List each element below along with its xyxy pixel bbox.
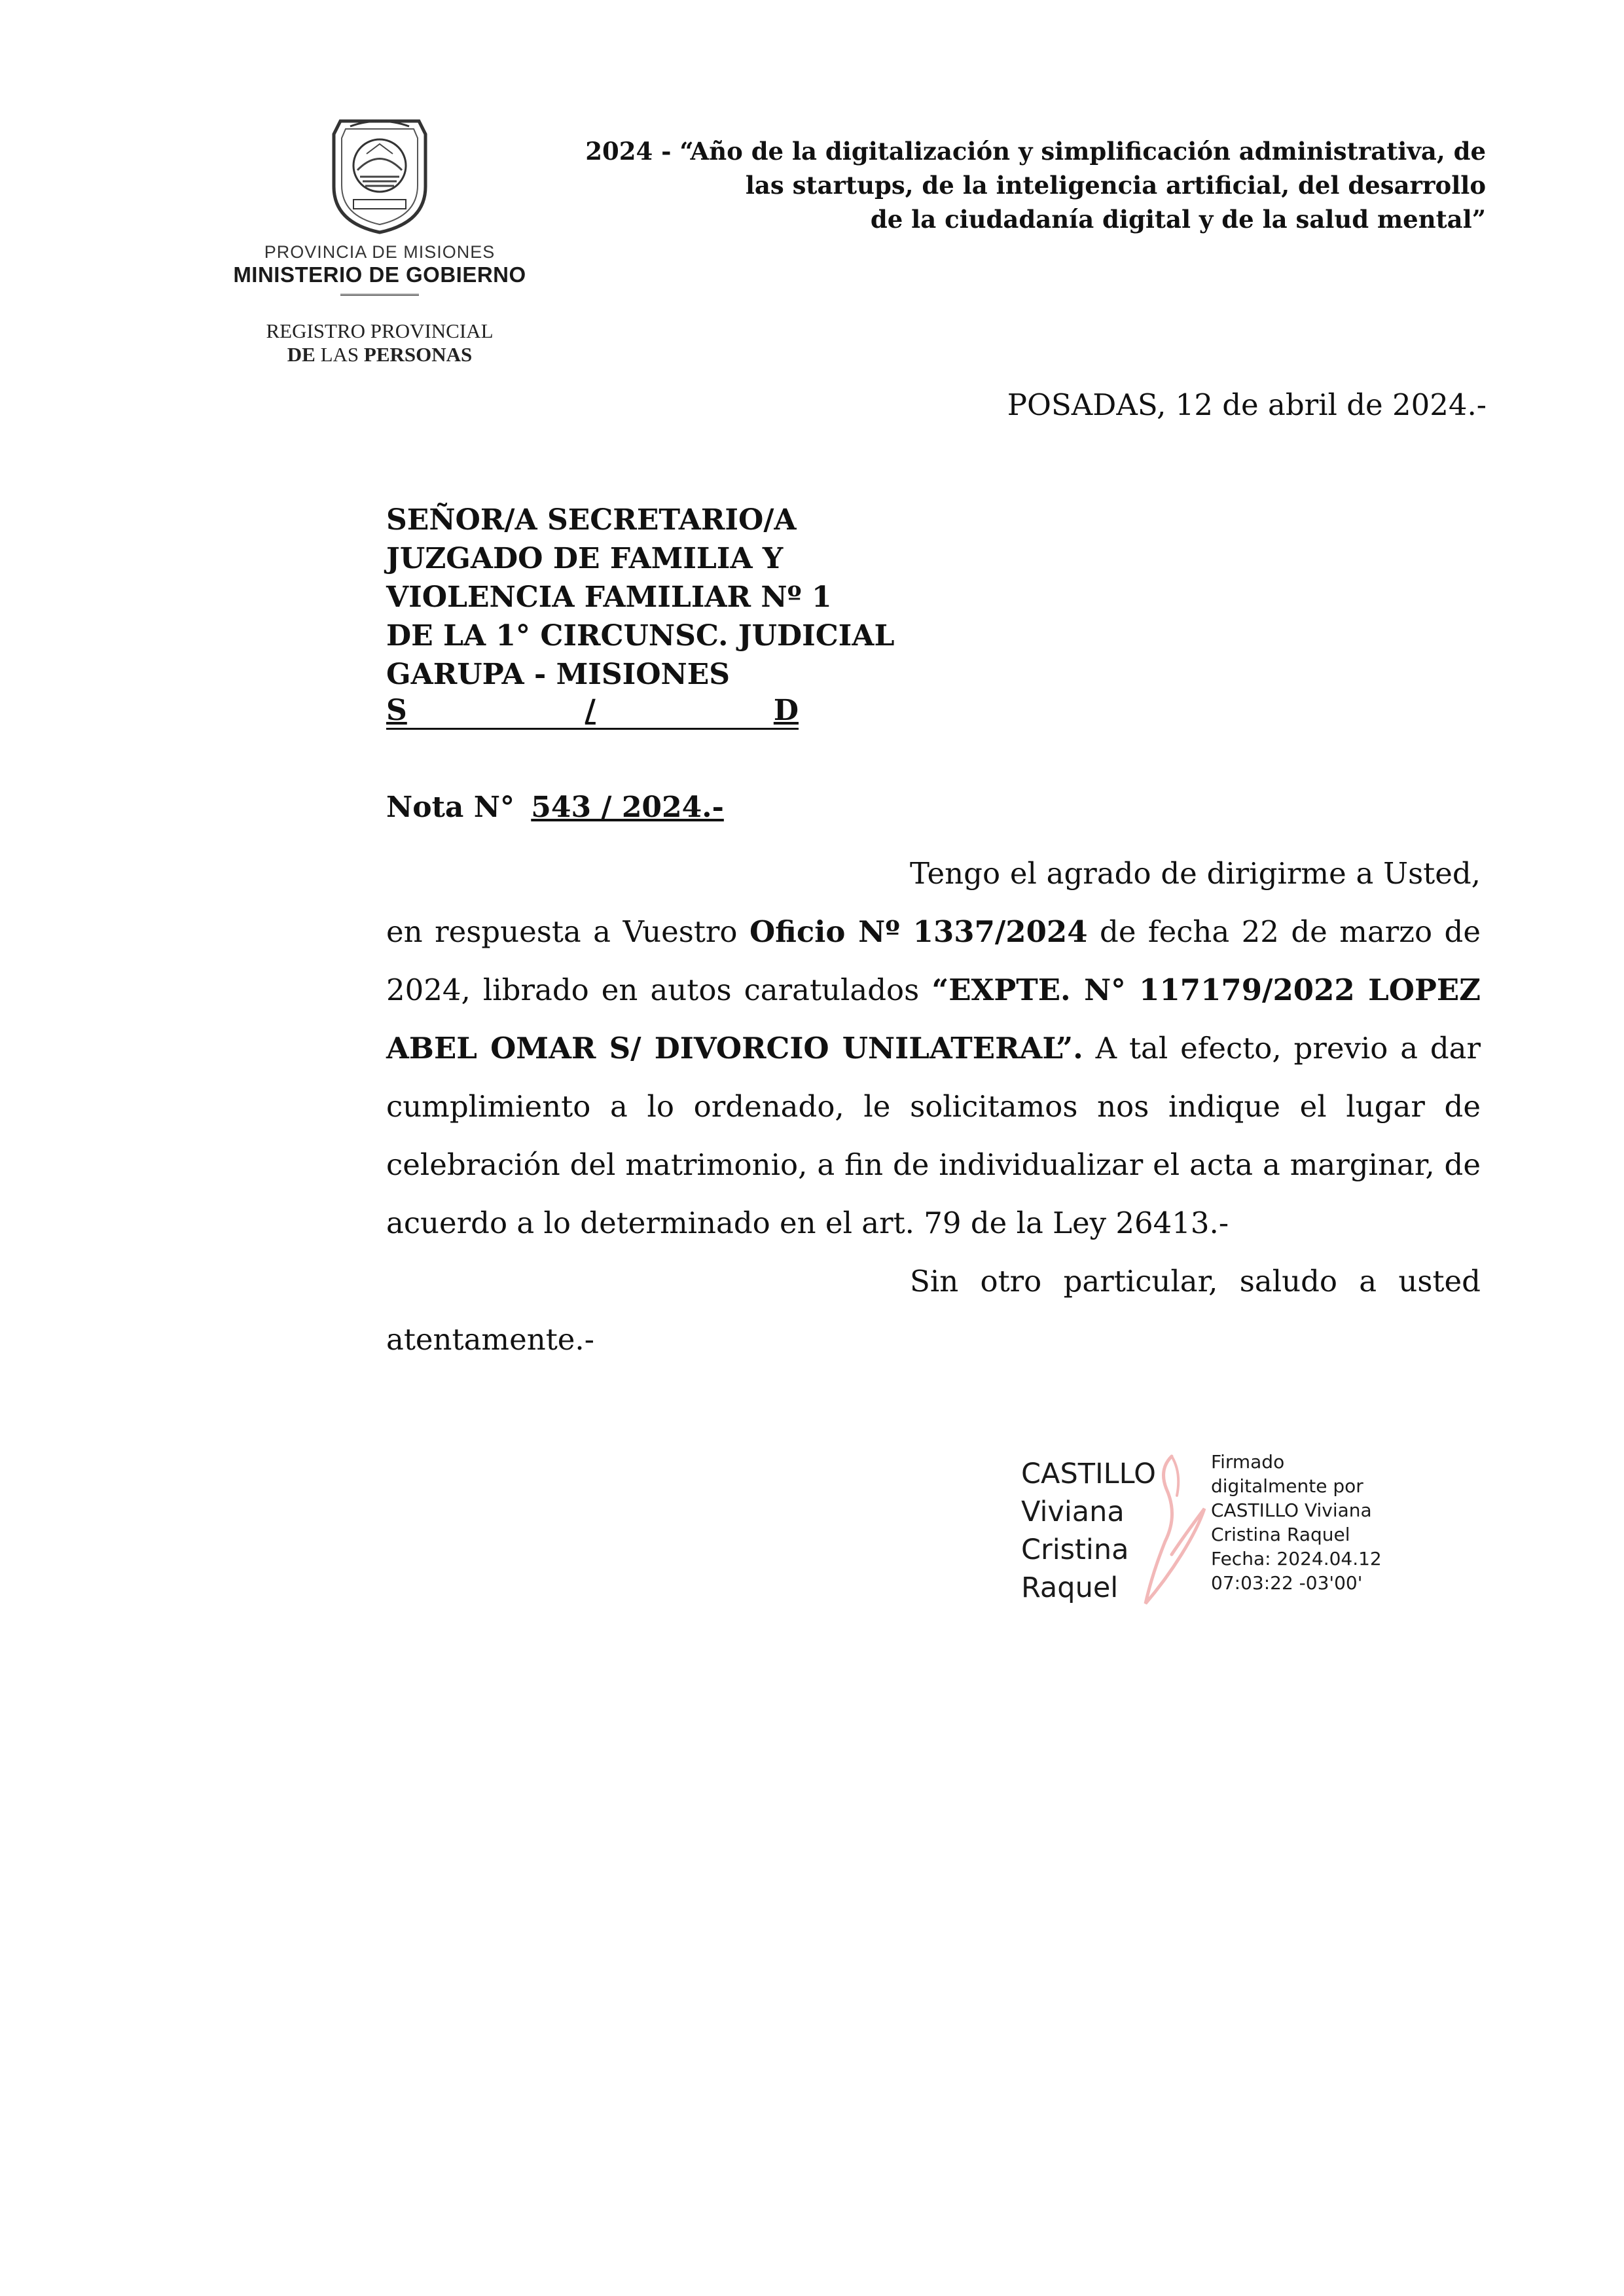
motto-line3: de la ciudadanía digital y de la salud mental” xyxy=(870,205,1486,234)
logo-divider xyxy=(340,294,419,296)
addressee-block xyxy=(386,501,894,730)
logo-provincia-text: PROVINCIA DE MISIONES xyxy=(264,242,496,262)
p1-end: A tal efecto, previo a dar cumplimiento a lo ordenado, le solicitamos nos indique el lugar de celebración del matrimonio, a fin de individualizar el acta a marginar, de acuerdo a lo determinado en el art. 79 de la Ley 26413.- xyxy=(386,1031,1481,1240)
sig-info-line4: Cristina Raquel xyxy=(1211,1524,1350,1545)
addressee-line4: DE LA 1° CIRCUNSC. JUDICIAL xyxy=(386,619,895,653)
sig-info-line5: Fecha: 2024.04.12 xyxy=(1211,1548,1382,1570)
sig-info-line2: digitalmente por xyxy=(1211,1475,1363,1497)
sig-info-line3: CASTILLO Viviana xyxy=(1211,1499,1372,1521)
signer-name-line4: Raquel xyxy=(1021,1571,1119,1604)
registro-provincial xyxy=(236,319,524,367)
registro-personas: PERSONAS xyxy=(363,343,473,366)
digital-signature xyxy=(1021,1443,1388,1613)
year-motto xyxy=(458,134,1486,236)
registro-de: DE xyxy=(287,343,316,366)
registro-line1: REGISTRO PROVINCIAL xyxy=(266,319,494,342)
signature-watermark-icon xyxy=(1126,1443,1211,1613)
nota-value: 543 / 2024.- xyxy=(531,791,724,824)
body-paragraph-2: Sin otro particular, saludo a usted atentamente.- xyxy=(386,1264,1481,1357)
body-paragraph-1 xyxy=(386,844,1481,1252)
registro-las: LAS xyxy=(315,343,364,366)
addressee-line2: JUZGADO DE FAMILIA Y xyxy=(386,542,784,575)
signer-name-line1: CASTILLO xyxy=(1021,1458,1156,1490)
logo-ministerio-text: MINISTERIO DE GOBIERNO xyxy=(233,262,526,287)
provincial-seal-icon xyxy=(314,108,445,239)
p1-mid: de fecha 22 de marzo de 2024, librado en autos caratulados xyxy=(386,914,1481,1007)
p1-oficio: Oficio Nº 1337/2024 xyxy=(749,914,1088,949)
signer-name-line3: Cristina xyxy=(1021,1534,1129,1566)
sd-slash: / xyxy=(585,694,596,727)
sd-s: S xyxy=(386,694,407,727)
su-despacho-line xyxy=(386,694,799,730)
signer-name-line2: Viviana xyxy=(1021,1496,1125,1528)
addressee-line1: SEÑOR/A SECRETARIO/A xyxy=(386,503,797,537)
sig-info-line1: Firmado xyxy=(1211,1451,1285,1473)
motto-line2: las startups, de la inteligencia artificial, del desarrollo xyxy=(745,171,1486,200)
sig-info-line6: 07:03:22 -03'00' xyxy=(1211,1572,1363,1594)
addressee-line3: VIOLENCIA FAMILIAR Nº 1 xyxy=(386,581,832,614)
sd-d: D xyxy=(773,694,799,727)
registro-line2 xyxy=(236,343,524,367)
addressee-line5: GARUPA - MISIONES xyxy=(386,658,731,691)
document-date: POSADAS, 12 de abril de 2024.- xyxy=(1007,387,1487,422)
signature-details xyxy=(1211,1450,1382,1595)
p1-start: Tengo el agrado de dirigirme a Usted, en respuesta a Vuestro xyxy=(386,856,1481,949)
p1-expte: “EXPTE. N° 117179/2022 LOPEZ ABEL OMAR S/ DIVORCIO UNILATERAL”. xyxy=(386,973,1481,1066)
letter-body xyxy=(386,844,1481,1369)
motto-line1: 2024 - “Año de la digitalización y simplificación administrativa, de xyxy=(585,137,1486,166)
nota-number xyxy=(386,791,724,824)
nota-label: Nota N° xyxy=(386,791,514,824)
